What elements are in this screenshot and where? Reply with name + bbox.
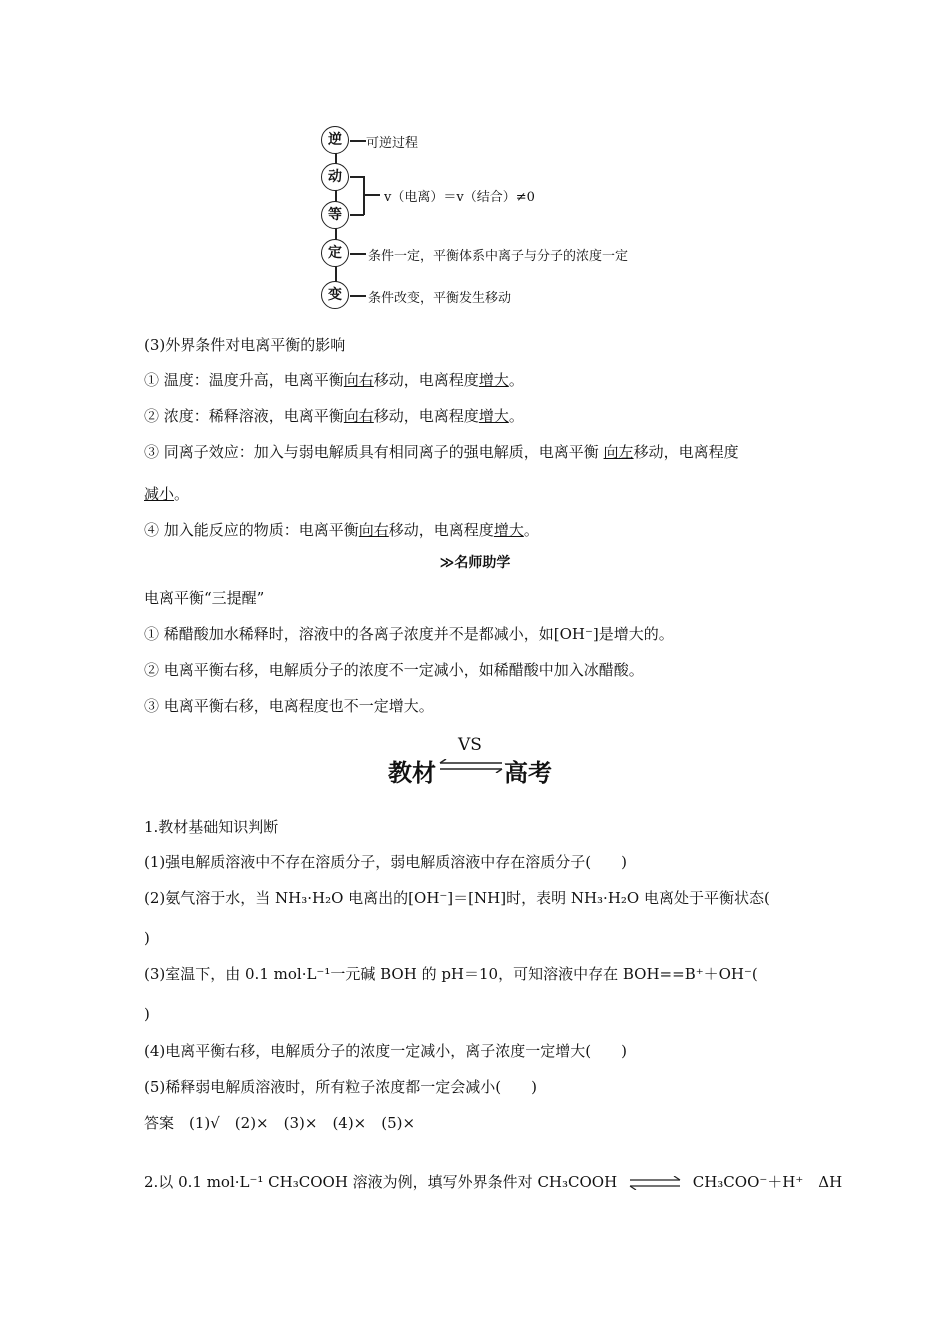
textbook-vs-exam-banner (388, 735, 568, 785)
q1-answer: 答案 (1)√ (2)× (3)× (4)× (5)× (144, 1114, 416, 1132)
banner-vs: VS (458, 735, 482, 755)
label-ni: 可逆过程 (366, 136, 419, 151)
tip-title: 电离平衡“三提醒” (144, 589, 265, 607)
connector-bian (350, 295, 366, 297)
bracket-side (363, 176, 365, 215)
section3-line1: ① 温度：温度升高，电离平衡向右移动，电离程度增大。 (144, 371, 524, 389)
node-bian: 变 (321, 281, 349, 309)
q1-item: (4)电离平衡右移，电解质分子的浓度一定减小，离子浓度一定增大( ) (144, 1042, 627, 1060)
equilibrium-features-diagram (300, 118, 660, 318)
node-dong: 动 (321, 163, 349, 191)
connector-ding (350, 253, 366, 255)
tip-item: ③ 电离平衡右移，电离程度也不一定增大。 (144, 697, 434, 715)
q1-item: ) (144, 929, 150, 947)
banner-left: 教材 (388, 759, 436, 787)
tip-item: ① 稀醋酸加水稀释时，溶液中的各离子浓度并不是都减小，如[OH⁻]是增大的。 (144, 625, 674, 643)
tip-heading: ≫名师助学 (439, 555, 511, 571)
q1-item: (2)氨气溶于水，当 NH₃·H₂O 电离出的[OH⁻]＝[NH]时，表明 NH₃·H₂O 电离处于平衡状态( (144, 889, 770, 907)
q1-item: (1)强电解质溶液中不存在溶质分子，弱电解质溶液中存在溶质分子( ) (144, 853, 627, 871)
section3-line4: ④ 加入能反应的物质：电离平衡向右移动，电离程度增大。 (144, 521, 539, 539)
section3-line3-cont: 减小。 (144, 485, 190, 503)
node-deng: 等 (321, 201, 349, 229)
label-ding: 条件一定，平衡体系中离子与分子的浓度一定 (368, 249, 629, 264)
section3-line3: ③ 同离子效应：加入与弱电解质具有相同离子的强电解质，电离平衡 向左移动，电离程度 (144, 443, 739, 461)
equilibrium-arrow-icon (628, 1176, 682, 1190)
q2-line: 2.以 0.1 mol·L⁻¹ CH₃COOH 溶液为例，填写外界条件对 CH₃COOH CH₃COO⁻＋H⁺ ΔH (144, 1173, 843, 1191)
section3-line2: ② 浓度：稀释溶液，电离平衡向右移动，电离程度增大。 (144, 407, 524, 425)
label-bian: 条件改变，平衡发生移动 (368, 291, 512, 306)
node-ding: 定 (321, 239, 349, 267)
label-dongdeng: v（电离）＝v（结合）≠0 (384, 190, 535, 205)
double-arrow-icon (438, 759, 504, 773)
bracket-bottom (350, 214, 364, 216)
q1-item: ) (144, 1005, 150, 1023)
q1-title: 1.教材基础知识判断 (144, 818, 279, 836)
connector-ni (350, 140, 366, 142)
tip-item: ② 电离平衡右移，电解质分子的浓度不一定减小，如稀醋酸中加入冰醋酸。 (144, 661, 644, 679)
q1-item: (5)稀释弱电解质溶液时，所有粒子浓度都一定会减小( ) (144, 1078, 537, 1096)
q1-item: (3)室温下，由 0.1 mol·L⁻¹一元碱 BOH 的 pH＝10，可知溶液中存在 BOH==B⁺＋OH⁻( (144, 965, 758, 983)
bracket-top (350, 176, 364, 178)
connector-dongdeng (364, 194, 380, 196)
node-ni: 逆 (321, 126, 349, 154)
section3-title: (3)外界条件对电离平衡的影响 (144, 336, 346, 354)
banner-right: 高考 (504, 759, 552, 787)
